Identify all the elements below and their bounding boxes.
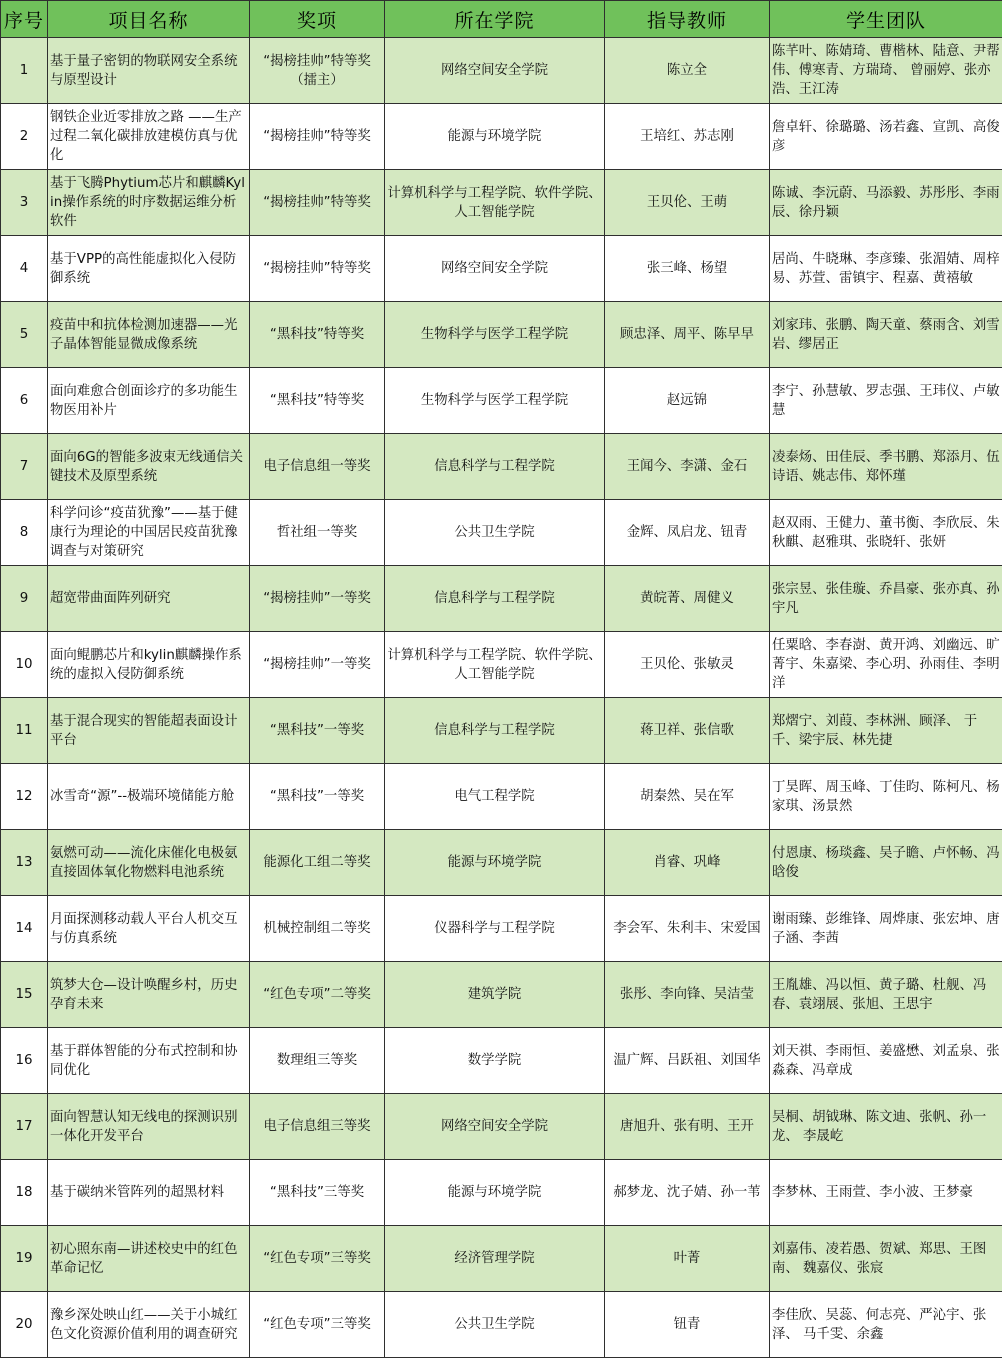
- cell-college: 数学学院: [385, 1028, 605, 1094]
- cell-teacher: 黄皖菁、周健义: [605, 566, 770, 632]
- cell-award: 电子信息组三等奖: [250, 1094, 385, 1160]
- cell-teacher: 张彤、李向锋、吴洁莹: [605, 962, 770, 1028]
- cell-no: 4: [1, 236, 48, 302]
- cell-no: 11: [1, 698, 48, 764]
- cell-project: 科学问诊“疫苗犹豫”——基于健康行为理论的中国居民疫苗犹豫调查与对策研究: [48, 500, 250, 566]
- cell-project: 疫苗中和抗体检测加速器——光子晶体智能显微成像系统: [48, 302, 250, 368]
- cell-students: 居尚、牛晓琳、李彦臻、张湄婧、周梓易、苏萱、雷镇宇、程嘉、黄禧敏: [770, 236, 1002, 302]
- cell-award: “红色专项”三等奖: [250, 1226, 385, 1292]
- table-row: [1, 896, 1002, 962]
- cell-project: 基于混合现实的智能超表面设计平台: [48, 698, 250, 764]
- cell-teacher: 陈立全: [605, 38, 770, 104]
- table-row: [1, 1028, 1002, 1094]
- cell-award: “黑科技”特等奖: [250, 302, 385, 368]
- cell-students: 郑熠宁、刘葭、李林洲、顾泽、 于千、梁宇辰、林先捷: [770, 698, 1002, 764]
- header-college: 所在学院: [385, 1, 605, 38]
- table-row: [1, 632, 1002, 698]
- cell-no: 6: [1, 368, 48, 434]
- cell-college: 能源与环境学院: [385, 830, 605, 896]
- cell-teacher: 温广辉、吕跃祖、刘国华: [605, 1028, 770, 1094]
- cell-award: “黑科技”三等奖: [250, 1160, 385, 1226]
- cell-students: 谢雨臻、彭维锋、周烨康、张宏坤、唐子涵、李茜: [770, 896, 1002, 962]
- cell-project: 基于VPP的高性能虚拟化入侵防御系统: [48, 236, 250, 302]
- cell-no: 5: [1, 302, 48, 368]
- header-row: [1, 1, 1002, 38]
- cell-teacher: 蒋卫祥、张信歌: [605, 698, 770, 764]
- cell-project: 钢铁企业近零排放之路 ——生产过程二氧化碳排放建模仿真与优化: [48, 104, 250, 170]
- cell-teacher: 王贝伦、张敏灵: [605, 632, 770, 698]
- header-students: 学生团队: [770, 1, 1002, 38]
- cell-award: 电子信息组一等奖: [250, 434, 385, 500]
- cell-award: “揭榜挂帅”一等奖: [250, 632, 385, 698]
- cell-no: 9: [1, 566, 48, 632]
- cell-teacher: 唐旭升、张有明、王开: [605, 1094, 770, 1160]
- cell-project: 筑梦大仓—设计唤醒乡村，历史孕育未来: [48, 962, 250, 1028]
- cell-no: 8: [1, 500, 48, 566]
- cell-no: 12: [1, 764, 48, 830]
- cell-teacher: 胡秦然、吴在军: [605, 764, 770, 830]
- cell-project: 面向智慧认知无线电的探测识别一体化开发平台: [48, 1094, 250, 1160]
- cell-college: 能源与环境学院: [385, 1160, 605, 1226]
- cell-project: 初心照东南—讲述校史中的红色革命记忆: [48, 1226, 250, 1292]
- cell-no: 16: [1, 1028, 48, 1094]
- cell-teacher: 金辉、凤启龙、钮青: [605, 500, 770, 566]
- cell-college: 仪器科学与工程学院: [385, 896, 605, 962]
- cell-no: 2: [1, 104, 48, 170]
- table-row: [1, 962, 1002, 1028]
- cell-no: 15: [1, 962, 48, 1028]
- cell-college: 网络空间安全学院: [385, 38, 605, 104]
- cell-students: 吴桐、胡钺琳、陈文迪、张帆、孙一龙、 李晟屹: [770, 1094, 1002, 1160]
- cell-no: 1: [1, 38, 48, 104]
- cell-teacher: 王闻今、李潇、金石: [605, 434, 770, 500]
- cell-project: 豫乡深处映山红——关于小城红色文化资源价值利用的调查研究: [48, 1292, 250, 1358]
- cell-teacher: 王贝伦、王萌: [605, 170, 770, 236]
- cell-students: 凌泰炀、田佳辰、季书鹏、郑添月、伍诗语、姚志伟、郑怀瑾: [770, 434, 1002, 500]
- table-row: [1, 1094, 1002, 1160]
- cell-no: 13: [1, 830, 48, 896]
- cell-no: 14: [1, 896, 48, 962]
- cell-college: 建筑学院: [385, 962, 605, 1028]
- cell-college: 电气工程学院: [385, 764, 605, 830]
- table-row: [1, 764, 1002, 830]
- cell-teacher: 张三峰、杨望: [605, 236, 770, 302]
- cell-students: 刘嘉伟、凌若愚、贺斌、郑思、王图南、 魏嘉仪、张宸: [770, 1226, 1002, 1292]
- cell-college: 计算机科学与工程学院、软件学院、人工智能学院: [385, 632, 605, 698]
- header-teacher: 指导教师: [605, 1, 770, 38]
- cell-students: 任粟晗、李春澍、黄开鸿、刘幽远、旷菁宇、朱嘉梁、李心玥、孙雨佳、李明洋: [770, 632, 1002, 698]
- cell-award: “红色专项”二等奖: [250, 962, 385, 1028]
- table-row: [1, 1226, 1002, 1292]
- cell-college: 公共卫生学院: [385, 500, 605, 566]
- cell-project: 冰雪奇“源”--极端环境储能方舱: [48, 764, 250, 830]
- cell-no: 7: [1, 434, 48, 500]
- table-row: [1, 434, 1002, 500]
- table-row: [1, 38, 1002, 104]
- table-row: [1, 698, 1002, 764]
- cell-award: 机械控制组二等奖: [250, 896, 385, 962]
- cell-students: 刘家玮、张鹏、陶天童、蔡雨含、刘雪岩、缪居正: [770, 302, 1002, 368]
- cell-students: 张宗昱、张佳璇、乔昌豪、张亦真、孙宇凡: [770, 566, 1002, 632]
- header-project: 项目名称: [48, 1, 250, 38]
- cell-teacher: 赵远锦: [605, 368, 770, 434]
- cell-college: 公共卫生学院: [385, 1292, 605, 1358]
- cell-no: 3: [1, 170, 48, 236]
- cell-award: “黑科技”一等奖: [250, 764, 385, 830]
- cell-no: 17: [1, 1094, 48, 1160]
- cell-project: 基于飞腾Phytium芯片和麒麟Kylin操作系统的时序数据运维分析软件: [48, 170, 250, 236]
- cell-students: 李宁、孙慧敏、罗志强、王玮仪、卢敏慧: [770, 368, 1002, 434]
- cell-project: 超宽带曲面阵列研究: [48, 566, 250, 632]
- cell-college: 信息科学与工程学院: [385, 566, 605, 632]
- cell-no: 19: [1, 1226, 48, 1292]
- cell-project: 面向难愈合创面诊疗的多功能生物医用补片: [48, 368, 250, 434]
- table-row: [1, 104, 1002, 170]
- cell-college: 网络空间安全学院: [385, 236, 605, 302]
- header-no: 序号: [1, 1, 48, 38]
- cell-award: “黑科技”特等奖: [250, 368, 385, 434]
- cell-college: 网络空间安全学院: [385, 1094, 605, 1160]
- table-row: [1, 1292, 1002, 1358]
- cell-students: 刘天祺、李雨恒、姜盛懋、刘孟泉、张淼森、冯章成: [770, 1028, 1002, 1094]
- table-row: [1, 830, 1002, 896]
- cell-award: “揭榜挂帅”一等奖: [250, 566, 385, 632]
- cell-students: 李佳欣、吴蕊、何志亮、严沁宇、张泽、 马千雯、余鑫: [770, 1292, 1002, 1358]
- cell-college: 经济管理学院: [385, 1226, 605, 1292]
- cell-teacher: 肖睿、巩峰: [605, 830, 770, 896]
- table-row: [1, 170, 1002, 236]
- cell-teacher: 郝梦龙、沈子婧、孙一苇: [605, 1160, 770, 1226]
- cell-award: “揭榜挂帅”特等奖: [250, 170, 385, 236]
- cell-teacher: 王培红、苏志刚: [605, 104, 770, 170]
- table-row: [1, 500, 1002, 566]
- cell-award: “揭榜挂帅”特等奖（擂主）: [250, 38, 385, 104]
- cell-college: 信息科学与工程学院: [385, 698, 605, 764]
- table-row: [1, 566, 1002, 632]
- cell-project: 月面探测移动载人平台人机交互与仿真系统: [48, 896, 250, 962]
- cell-college: 生物科学与医学工程学院: [385, 368, 605, 434]
- cell-award: “红色专项”三等奖: [250, 1292, 385, 1358]
- cell-teacher: 顾忠泽、周平、陈早早: [605, 302, 770, 368]
- cell-students: 付恩康、杨琰鑫、吴子瞻、卢怀畅、冯晗俊: [770, 830, 1002, 896]
- cell-award: 哲社组一等奖: [250, 500, 385, 566]
- cell-teacher: 李会军、朱利丰、宋爱国: [605, 896, 770, 962]
- cell-students: 詹卓轩、徐璐璐、汤若鑫、宣凯、高俊彦: [770, 104, 1002, 170]
- cell-award: 数理组三等奖: [250, 1028, 385, 1094]
- cell-students: 丁昊晖、周玉峰、丁佳昀、陈柯凡、杨家琪、汤景然: [770, 764, 1002, 830]
- cell-award: 能源化工组二等奖: [250, 830, 385, 896]
- cell-students: 李梦林、王雨萱、李小波、王梦豪: [770, 1160, 1002, 1226]
- cell-no: 20: [1, 1292, 48, 1358]
- cell-project: 基于量子密钥的物联网安全系统与原型设计: [48, 38, 250, 104]
- cell-project: 面向鲲鹏芯片和kylin麒麟操作系统的虚拟入侵防御系统: [48, 632, 250, 698]
- cell-no: 10: [1, 632, 48, 698]
- cell-award: “揭榜挂帅”特等奖: [250, 236, 385, 302]
- cell-college: 计算机科学与工程学院、软件学院、人工智能学院: [385, 170, 605, 236]
- cell-students: 陈诚、李沅蔚、马添毅、苏彤彤、李雨辰、徐丹颖: [770, 170, 1002, 236]
- table-row: [1, 1160, 1002, 1226]
- table-row: [1, 302, 1002, 368]
- cell-college: 生物科学与医学工程学院: [385, 302, 605, 368]
- cell-college: 信息科学与工程学院: [385, 434, 605, 500]
- cell-students: 陈芊叶、陈婧琦、曹楷林、陆意、尹帮伟、傅寒青、方瑞琦、 曾丽婷、张亦浩、王江涛: [770, 38, 1002, 104]
- cell-no: 18: [1, 1160, 48, 1226]
- cell-college: 能源与环境学院: [385, 104, 605, 170]
- cell-students: 赵双雨、王健力、董书衡、李欣辰、朱秋麒、赵雅琪、张晓轩、张妍: [770, 500, 1002, 566]
- cell-students: 王胤雄、冯以恒、黄子璐、杜舰、冯春、袁翊展、张旭、王思宇: [770, 962, 1002, 1028]
- cell-project: 面向6G的智能多波束无线通信关键技术及原型系统: [48, 434, 250, 500]
- header-award: 奖项: [250, 1, 385, 38]
- cell-award: “揭榜挂帅”特等奖: [250, 104, 385, 170]
- cell-award: “黑科技”一等奖: [250, 698, 385, 764]
- cell-project: 氨燃可动——流化床催化电极氨直接固体氧化物燃料电池系统: [48, 830, 250, 896]
- cell-teacher: 钮青: [605, 1292, 770, 1358]
- table-body: [1, 38, 1002, 1358]
- table-row: [1, 368, 1002, 434]
- cell-project: 基于碳纳米管阵列的超黑材料: [48, 1160, 250, 1226]
- cell-project: 基于群体智能的分布式控制和协同优化: [48, 1028, 250, 1094]
- cell-teacher: 叶菁: [605, 1226, 770, 1292]
- table-row: [1, 236, 1002, 302]
